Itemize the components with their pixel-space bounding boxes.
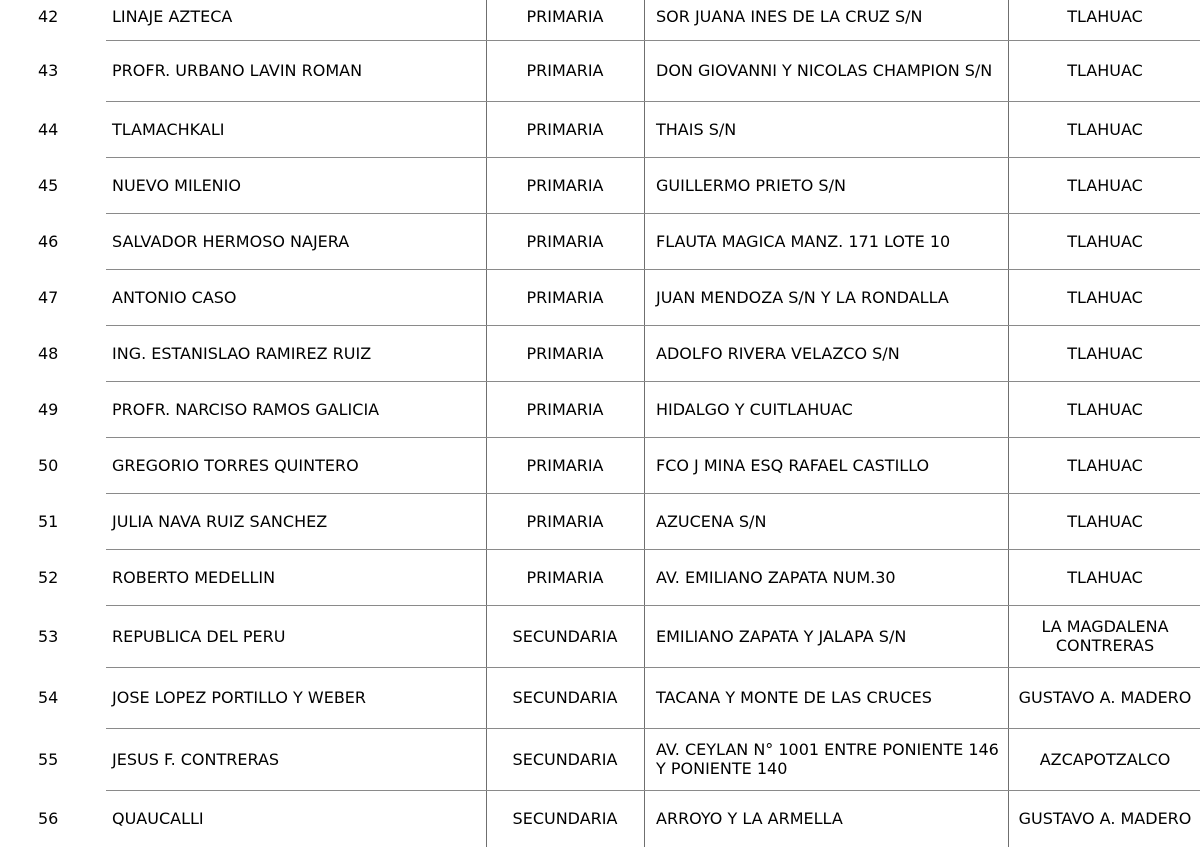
municipality: GUSTAVO A. MADERO xyxy=(1018,688,1192,707)
row-divider xyxy=(106,101,1200,102)
school-address: ARROYO Y LA ARMELLA xyxy=(656,809,843,828)
school-level: PRIMARIA xyxy=(526,287,604,307)
school-name: REPUBLICA DEL PERU xyxy=(112,626,286,646)
table-row xyxy=(0,325,1200,381)
table-row xyxy=(0,381,1200,437)
municipality: TLAHUAC xyxy=(1067,6,1143,26)
municipality: AZCAPOTZALCO xyxy=(1039,749,1171,769)
row-divider xyxy=(106,790,1200,791)
table-row xyxy=(0,269,1200,325)
school-address: AZUCENA S/N xyxy=(656,511,767,531)
row-number: 56 xyxy=(38,809,59,828)
row-divider xyxy=(106,549,1200,550)
row-number: 45 xyxy=(38,175,59,195)
municipality: TLAHUAC xyxy=(1067,231,1143,251)
municipality: TLAHUAC xyxy=(1067,343,1143,363)
school-name: LINAJE AZTECA xyxy=(112,6,233,26)
row-number: 52 xyxy=(38,567,59,587)
municipality: TLAHUAC xyxy=(1067,175,1143,195)
school-name: JESUS F. CONTRERAS xyxy=(112,749,280,769)
row-divider xyxy=(106,325,1200,326)
school-level: SECUNDARIA xyxy=(512,626,618,646)
school-name: ANTONIO CASO xyxy=(112,287,237,307)
school-address: FCO J MINA ESQ RAFAEL CASTILLO xyxy=(656,455,930,475)
school-level: PRIMARIA xyxy=(526,343,604,363)
row-number: 50 xyxy=(38,455,59,475)
school-address: HIDALGO Y CUITLAHUAC xyxy=(656,399,853,419)
row-divider xyxy=(106,493,1200,494)
table-row xyxy=(0,0,1200,40)
municipality: TLAHUAC xyxy=(1067,455,1143,475)
school-name: GREGORIO TORRES QUINTERO xyxy=(112,455,359,475)
school-name: JULIA NAVA RUIZ SANCHEZ xyxy=(112,511,328,531)
table-row xyxy=(0,790,1200,847)
school-address: SOR JUANA INES DE LA CRUZ S/N xyxy=(656,6,923,26)
school-level: PRIMARIA xyxy=(526,455,604,475)
row-number: 46 xyxy=(38,231,59,251)
row-divider xyxy=(106,437,1200,438)
school-level: PRIMARIA xyxy=(526,175,604,195)
school-address: FLAUTA MAGICA MANZ. 171 LOTE 10 xyxy=(656,231,951,251)
municipality: TLAHUAC xyxy=(1067,119,1143,139)
row-divider xyxy=(106,605,1200,606)
school-address: TACANA Y MONTE DE LAS CRUCES xyxy=(656,688,932,707)
school-level: PRIMARIA xyxy=(526,511,604,531)
row-number: 54 xyxy=(38,688,59,707)
school-level: PRIMARIA xyxy=(526,231,604,251)
school-name: ING. ESTANISLAO RAMIREZ RUIZ xyxy=(112,343,372,363)
row-number: 49 xyxy=(38,399,59,419)
row-divider xyxy=(106,381,1200,382)
school-level: PRIMARIA xyxy=(526,6,604,26)
row-divider xyxy=(106,667,1200,668)
school-name: SALVADOR HERMOSO NAJERA xyxy=(112,231,350,251)
table-row xyxy=(0,213,1200,269)
row-number: 55 xyxy=(38,749,59,769)
school-address: GUILLERMO PRIETO S/N xyxy=(656,175,846,195)
table-row xyxy=(0,605,1200,667)
municipality: TLAHUAC xyxy=(1067,511,1143,531)
municipality: TLAHUAC xyxy=(1067,567,1143,587)
row-number: 43 xyxy=(38,61,59,80)
row-number: 51 xyxy=(38,511,59,531)
school-name: JOSE LOPEZ PORTILLO Y WEBER xyxy=(112,688,367,707)
table-row xyxy=(0,728,1200,790)
municipality: TLAHUAC xyxy=(1067,399,1143,419)
row-divider xyxy=(106,213,1200,214)
row-number: 48 xyxy=(38,343,59,363)
school-address: EMILIANO ZAPATA Y JALAPA S/N xyxy=(656,626,907,646)
table-row xyxy=(0,549,1200,605)
school-name: ROBERTO MEDELLIN xyxy=(112,567,276,587)
school-name: TLAMACHKALI xyxy=(112,119,225,139)
school-address: AV. EMILIANO ZAPATA NUM.30 xyxy=(656,567,896,587)
table-row xyxy=(0,40,1200,101)
row-number: 53 xyxy=(38,626,59,646)
school-name: QUAUCALLI xyxy=(112,809,204,828)
row-divider xyxy=(106,269,1200,270)
school-level: SECUNDARIA xyxy=(512,688,618,707)
school-address: AV. CEYLAN N° 1001 ENTRE PONIENTE 146 Y PONIENTE 140 xyxy=(656,740,999,778)
row-number: 42 xyxy=(38,6,59,26)
municipality: LA MAGDALENA CONTRERAS xyxy=(1041,617,1169,655)
school-level: SECUNDARIA xyxy=(512,809,618,828)
school-level: PRIMARIA xyxy=(526,119,604,139)
school-address: ADOLFO RIVERA VELAZCO S/N xyxy=(656,343,900,363)
school-level: PRIMARIA xyxy=(526,399,604,419)
table-row xyxy=(0,101,1200,157)
municipality: TLAHUAC xyxy=(1067,61,1143,80)
school-level: PRIMARIA xyxy=(526,61,604,80)
table-row xyxy=(0,667,1200,728)
school-level: PRIMARIA xyxy=(526,567,604,587)
row-number: 47 xyxy=(38,287,59,307)
row-divider xyxy=(106,40,1200,41)
row-divider xyxy=(106,728,1200,729)
school-name: PROFR. URBANO LAVIN ROMAN xyxy=(112,61,363,80)
municipality: GUSTAVO A. MADERO xyxy=(1018,809,1192,828)
school-address: DON GIOVANNI Y NICOLAS CHAMPION S/N xyxy=(656,61,993,80)
row-divider xyxy=(106,157,1200,158)
table-row xyxy=(0,437,1200,493)
table-row xyxy=(0,493,1200,549)
school-level: SECUNDARIA xyxy=(512,749,618,769)
row-number: 44 xyxy=(38,119,59,139)
school-name: PROFR. NARCISO RAMOS GALICIA xyxy=(112,399,380,419)
school-address: JUAN MENDOZA S/N Y LA RONDALLA xyxy=(656,287,949,307)
municipality: TLAHUAC xyxy=(1067,287,1143,307)
table-row xyxy=(0,157,1200,213)
school-address: THAIS S/N xyxy=(656,119,737,139)
school-name: NUEVO MILENIO xyxy=(112,175,241,195)
